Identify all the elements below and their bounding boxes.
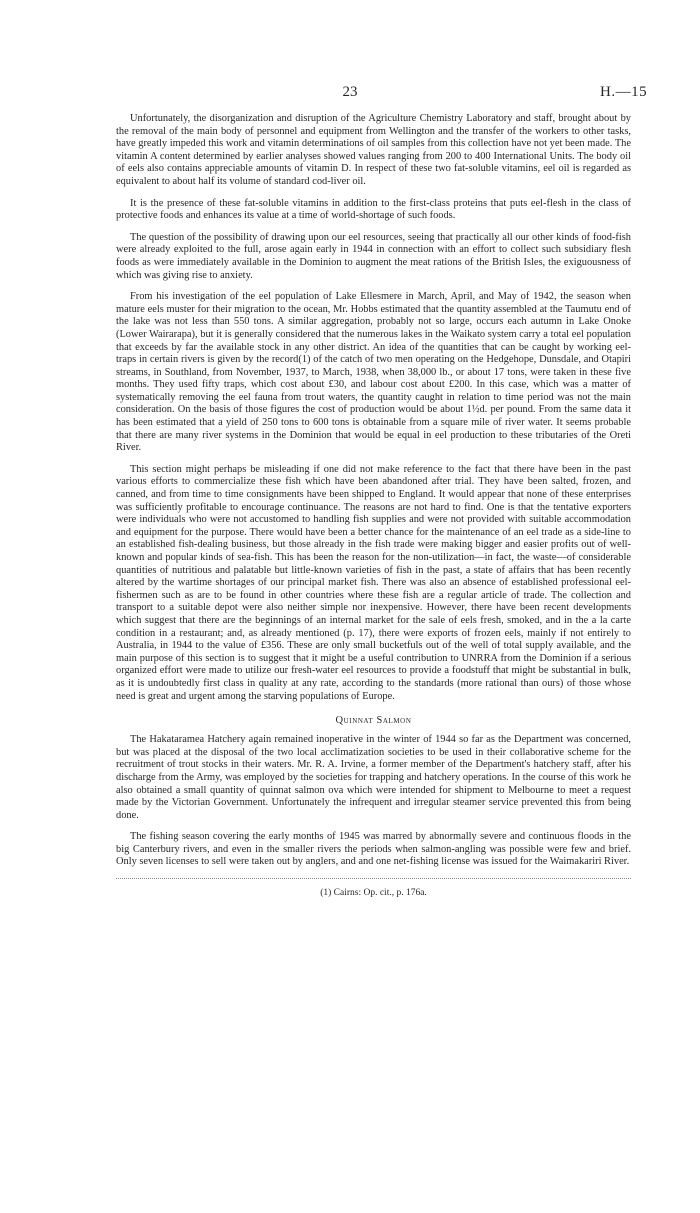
paragraph-commercialization: This section might perhaps be misleading if one did not make reference to the fact that there have been in the past various efforts to commercialize these fish which have been abandoned after trial. They have been salted, frozen, and canned, and from time to time consignments have been shipped to England. It would appear that none of these enterprises was sufficiently profitable to encourage continuance. The reasons are not hard to find. One is that the tentative exporters were individuals who were not accustomed to handling fish supplies and were not provided with suitable accommodation and equipment for the purpose. There would have been a better chance for the maintenance of an eel trade as a side-line to an established fish-dealing business, but those already in the fish trade were making bigger and easier profits out of well-known and popular kinds of sea-fish. This has been the reason for the non-utilization—in fact, the waste—of considerable quantities of nutritious and palatable but little-known varieties of fish in the past, a state of affairs that has been recently altered by the wartime shortages of our principal market fish. There was also an absence of established professional eel-fishermen such as are to be found in other countries where these fish are a regular article of trade. The collection and transport to a suitable depot were also neither simple nor inexpensive. However, there have been recent developments which suggest that there are the beginnings of an internal market for the sale of eels fresh, smoked, and in the a la carte condition in a restaurant; and, as already mentioned (p. 17), there were exports of frozen eels, mainly if not entirely to Australia, in 1944 to the value of £356. These are only small bucketfuls out of the well of total supply available, and the main purpose of this section is to suggest that it might be a useful contribution to UNRRA from the Dominion if a serious organized effort were made to utilize our fresh-water eel resources to provide a foodstuff that might be substantial in bulk, as it is undoubtedly first class in quality at any rate, according to the standards (more rational than ours) of those whose need is great and urgent among the starving populations of Europe. [116, 463, 631, 702]
paragraph-hakataramea-hatchery: The Hakataramea Hatchery again remained inoperative in the winter of 1944 so far as the Department was concerned, but was placed at the disposal of the two local acclimatization societies to be used in their collaborative scheme for the recruitment of trout stocks in their waters. Mr. R. A. Irvine, a former member of the Department's hatchery staff, after his discharge from the Army, was employed by the societies for trapping and hatchery operations. In the course of this work he also obtained a small quantity of quinnat salmon ova which were intended for shipment to Melbourne to meet a request made by the Victorian Government. Unfortunately the infrequent and irregular steamer service prevented this from being done. [116, 734, 631, 821]
paragraph-protective-foods: It is the presence of these fat-soluble vitamins in addition to the first-class proteins that puts eel-flesh in the class of protective foods and enhances its value at a time of world-shortage of such foods. [116, 197, 631, 222]
page-body [116, 113, 631, 899]
document-reference: H.—15 [600, 84, 648, 100]
paragraph-eel-resources: The question of the possibility of drawing upon our eel resources, seeing that practically all our other kinds of food-fish were already exploited to the full, arose again early in 1944 in connection with an effort to collect such subsidiary flesh foods as were immediately available in the Dominion to augment the meat rations of the British Isles, the exiguousness of which was giving rise to anxiety. [116, 231, 631, 281]
footnote: (1) Cairns: Op. cit., p. 176a. [320, 888, 427, 899]
paragraph-fishing-season: The fishing season covering the early months of 1945 was marred by abnormally severe and continuous floods in the big Canterbury rivers, and even in the smaller rivers the periods when salmon-angling was possible were few and brief. Only seven licenses to sell were taken out by anglers, and and one net-fishing license was issued for the Waimakariri River. [116, 831, 631, 868]
paragraph-vitamin-content: Unfortunately, the disorganization and disruption of the Agriculture Chemistry Laboratory and staff, brought about by the removal of the main body of personnel and equipment from Wellington and the transfer of the workers to other tasks, have greatly impeded this work and vitamin determinations of oil samples from this collection have not yet been made. The vitamin A content determined by earlier analyses showed values ranging from 200 to 400 International Units. The body oil of eels also contains appreciable amounts of vitamin D. In respect of these two fat-soluble vitamins, eel oil is regarded as equivalent to about half its volume of standard cod-liver oil. [116, 113, 631, 187]
footnote-rule [116, 878, 631, 879]
page-number: 23 [342, 84, 358, 100]
section-heading-quinnat-salmon: Quinnat Salmon [335, 715, 412, 727]
paragraph-lake-ellesmere: From his investigation of the eel population of Lake Ellesmere in March, April, and May of 1942, the season when mature eels muster for their migration to the ocean, Mr. Hobbs estimated that the quantity assembled at the Taumutu end of the lake was not less than 550 tons. A similar aggregation, probably not so large, occurs each autumn in Lake Onoke (Lower Wairarapa), but it is generally considered that the numerous lakes in the Waikato system carry a total eel population that exceeds by far the available stock in any other district. An idea of the quantities that can be caught by working eel-traps in certain rivers is given by the record(1) of the catch of two men operating on the Hedgehope, Dunsdale, and Otapiri streams, in Southland, from November, 1937, to March, 1938, when 38,000 lb., or about 17 tons, were taken in these five months. They used fifty traps, which cost about £30, and labour cost about £200. In this case, which was a matter of systematically removing the eel fauna from trout waters, the quantity caught in relation to time period was not the main consideration. On the basis of those figures the cost of production would be about 1½d. per pound. From the same data it has been estimated that a yield of 250 tons to 600 tons is obtainable from a square mile of river water. It seems probable that there are many river systems in the Dominion that would be equal in eel production to these tributaries of the Oreti River. [116, 291, 631, 454]
